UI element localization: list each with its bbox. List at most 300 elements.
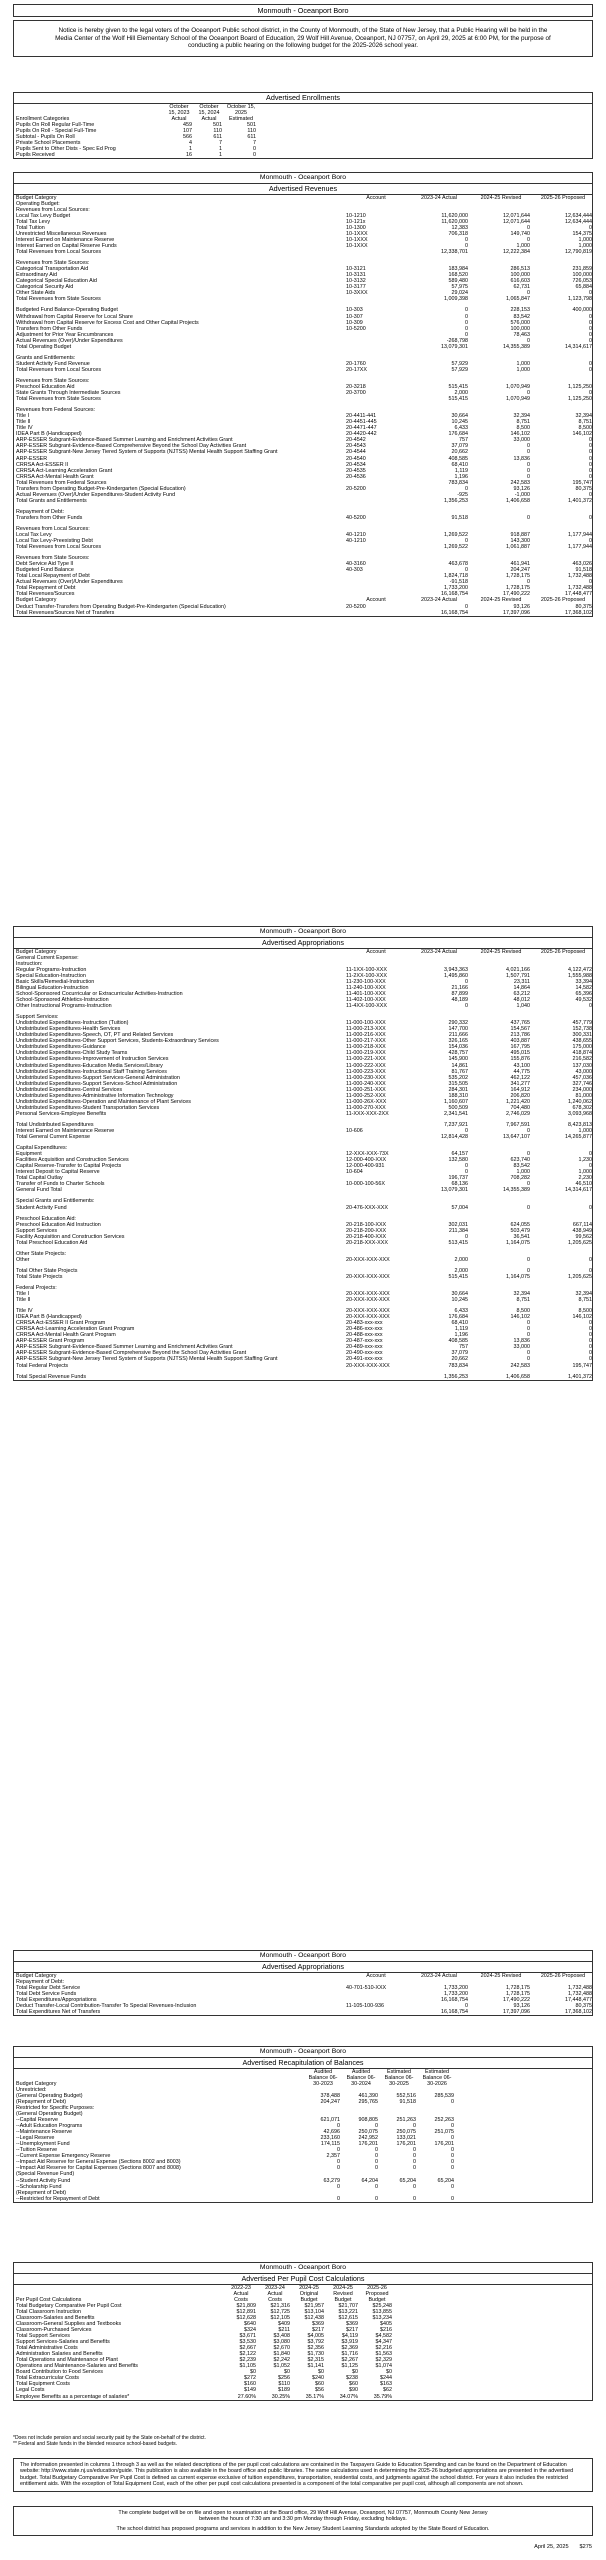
row-label: Restricted for Specific Purposes: xyxy=(16,2104,95,2111)
account-cell: 12-000-400-XXX xyxy=(346,1157,387,1164)
value-cell: 0 xyxy=(337,2183,340,2190)
value-cell: 37,079 xyxy=(451,443,468,450)
value-cell: -1,000 xyxy=(514,491,530,498)
value-cell: 566 xyxy=(183,134,192,141)
value-cell: 211,384 xyxy=(448,1227,468,1234)
debt-appropriations-section xyxy=(13,1950,593,2016)
column-header: 2023-24 Actual Costs xyxy=(265,2284,285,2303)
value-cell: 1,733,200 xyxy=(444,1984,468,1991)
value-cell: 0 xyxy=(589,1332,592,1339)
publication-date: April 25, 2025 xyxy=(534,2544,569,2550)
value-cell: 14,864 xyxy=(513,984,530,991)
value-cell: 251,075 xyxy=(434,2129,454,2136)
value-cell: 12,383 xyxy=(451,224,468,231)
row-label: Total Undistributed Expenditures xyxy=(16,1121,94,1128)
row-label: Total Federal Projects xyxy=(16,1362,69,1369)
row-label: Bilingual Education-Instruction xyxy=(16,984,89,991)
value-cell: 0 xyxy=(589,1003,592,1010)
row-label: Undistributed Expenditures-Guidance xyxy=(16,1044,106,1051)
value-cell: $4,005 xyxy=(307,2333,324,2340)
value-cell: 0 xyxy=(465,1169,468,1176)
value-cell: $56 xyxy=(315,2387,324,2394)
value-cell: 27.60% xyxy=(237,2393,256,2400)
value-cell: 0 xyxy=(589,1267,592,1274)
value-cell: 17,490,222 xyxy=(503,1996,530,2003)
account-cell: 10-604 xyxy=(346,1169,363,1176)
value-cell: 400,000 xyxy=(572,307,592,314)
value-cell: $90 xyxy=(349,2387,358,2394)
row-label: Transfers from Other Funds xyxy=(16,325,83,332)
row-label: Total Support Services xyxy=(16,2333,70,2340)
row-label: ARP-ESSER Subgrant-Evidence-Based Comprehensive Beyond the School Day Activities Grant xyxy=(16,443,247,450)
account-cell xyxy=(344,2009,408,2015)
value-cell: $2,670 xyxy=(273,2345,290,2352)
value-cell: 0 xyxy=(527,224,530,231)
value-cell: $1,074 xyxy=(375,2363,392,2370)
value-cell: 463,026 xyxy=(572,561,592,568)
value-cell: 1,061,887 xyxy=(506,544,530,551)
info-paragraph: The information presented in columns 1 through 3 as well as the related descriptions of the per pupil cost calculations are contained in the Taxpayers Guide to Education Spending and can be found on the Department of Education website: http://www.state.nj.us/education/guide. This publication is also available in the board office and public libraries. The same calculations used in determining the 2025-26 budgeted appropriations are presented in the advertised budget. Total Budgetary Comparative Per Pupil Cost is defined as current expense exclusive of tuition expenditures, transportation, residential costs, and judgments against the school district. For years it also includes the restricted entitlement aids. With the exception of Total Equipment Cost, each of the other per pupil cost calculations presented is a component of the total comparative per pupil cost, although all components are not shown. xyxy=(20,2462,574,2488)
account-cell: 11-401-100-XXX xyxy=(346,991,386,997)
account-cell: 20-4420-442 xyxy=(346,431,377,438)
row-label: Title IV xyxy=(16,1308,33,1315)
value-cell: 1,733,200 xyxy=(444,1990,468,1997)
account-cell: 20-486-xxx-xxx xyxy=(346,1326,383,1333)
revenues-heading: Advertised Revenues xyxy=(14,184,592,195)
row-label: (Repayment of Debt) xyxy=(16,2189,67,2196)
row-label: Total Tuition xyxy=(16,224,45,231)
value-cell: 1,732,488 xyxy=(568,1984,592,1991)
value-cell: 0 xyxy=(527,1267,530,1274)
value-cell: 204,247 xyxy=(320,2098,340,2105)
value-cell: 12,222,384 xyxy=(503,249,530,256)
value-cell: 14,861 xyxy=(451,1062,468,1069)
row-label: Other xyxy=(16,1256,30,1263)
value-cell: $13,221 xyxy=(338,2308,358,2315)
row-label: CRRSA Act-Mental Health Grant xyxy=(16,473,94,480)
recapitulation-row xyxy=(14,2196,592,2202)
account-cell: 11-000-222-XXX xyxy=(346,1062,386,1069)
account-cell: 11-000-240-XXX xyxy=(346,1080,386,1087)
value-cell: $369 xyxy=(346,2320,358,2327)
value-cell: 17,368,102 xyxy=(565,2008,592,2015)
value-cell: 286,513 xyxy=(510,266,530,273)
value-cell: $2,356 xyxy=(307,2345,324,2352)
value-cell: 1,205,625 xyxy=(568,1239,592,1246)
value-cell: $405 xyxy=(380,2320,392,2327)
value-cell: 1,000 xyxy=(578,237,592,243)
value-cell: 35.79% xyxy=(373,2393,392,2400)
column-header: Account xyxy=(366,1972,386,1979)
column-header: October 15, 2023 Actual xyxy=(168,104,190,123)
row-label: CRRSA Act-ESSER II Grant Program xyxy=(16,1320,106,1327)
value-cell: 706,318 xyxy=(448,230,468,237)
value-cell: $163 xyxy=(380,2381,392,2388)
value-cell: 81,767 xyxy=(451,1068,468,1075)
account-cell: 11-1XX-100-XXX xyxy=(346,966,387,973)
value-cell: $1,716 xyxy=(341,2351,358,2358)
value-cell: 0 xyxy=(451,2195,454,2202)
value-cell: 8,751 xyxy=(578,1297,592,1304)
account-cell: 10-1210 xyxy=(346,212,366,219)
value-cell: 149,740 xyxy=(510,230,530,237)
value-cell: $2,239 xyxy=(239,2357,256,2364)
value-cell: 12,071,644 xyxy=(503,212,530,219)
value-cell: 461,390 xyxy=(358,2092,378,2099)
value-cell: $3,530 xyxy=(239,2339,256,2346)
value-cell: 91,518 xyxy=(575,567,592,574)
value-cell: $2,315 xyxy=(307,2357,324,2364)
value-cell: 16,168,754 xyxy=(441,1996,468,2003)
row-label: Total Operating Budget xyxy=(16,343,72,350)
value-cell: 168,520 xyxy=(448,272,468,279)
value-cell: 145,900 xyxy=(448,1056,468,1063)
value-cell: 204,247 xyxy=(510,567,530,574)
value-cell: 20,662 xyxy=(451,449,468,456)
row-label: Total Local Repayment of Debt xyxy=(16,573,90,580)
value-cell: 49,532 xyxy=(575,997,592,1004)
value-cell: 0 xyxy=(589,461,592,468)
value-cell: 107 xyxy=(183,128,192,135)
value-cell: 0 xyxy=(527,1204,530,1211)
value-cell: 12,338,701 xyxy=(441,249,468,256)
account-cell: 40-701-510-XXX xyxy=(346,1984,387,1991)
value-cell: 0 xyxy=(451,2147,454,2154)
value-cell: $409 xyxy=(278,2320,290,2327)
value-cell: 0 xyxy=(527,443,530,450)
row-label: Undistributed Expenditures-Child Study Teams xyxy=(16,1050,128,1057)
value-cell: 0 xyxy=(589,491,592,498)
column-header: 2025-26 Proposed xyxy=(540,1972,586,1979)
value-cell: 576,000 xyxy=(510,319,530,326)
row-label: Preschool Education Aid Instruction xyxy=(16,1221,101,1228)
value-cell: 33,000 xyxy=(513,1344,530,1351)
row-label: Support Services xyxy=(16,1227,58,1234)
row-label: Total Revenues from State Sources xyxy=(16,396,101,403)
value-cell: 1,732,488 xyxy=(568,573,592,580)
enrollments-table xyxy=(14,104,592,158)
value-cell: 1,733,200 xyxy=(444,585,468,592)
account-cell: 10-3132 xyxy=(346,278,366,285)
row-label: Undistributed Expenditures-Student Transportation Services xyxy=(16,1104,160,1111)
value-cell: $240 xyxy=(312,2375,324,2382)
value-cell: -268,798 xyxy=(446,337,468,344)
value-cell: 1,123,798 xyxy=(568,296,592,303)
value-cell: 0 xyxy=(465,485,468,492)
value-cell: 13,836 xyxy=(513,1338,530,1345)
value-cell: 0 xyxy=(527,337,530,344)
column-header: 2024-25 Revised xyxy=(480,1972,522,1979)
value-cell: 495,015 xyxy=(510,1050,530,1057)
row-label: Capital Expenditures: xyxy=(16,1145,68,1152)
value-cell: $217 xyxy=(346,2327,358,2333)
value-cell: 418,874 xyxy=(572,1050,592,1057)
value-cell: $21,809 xyxy=(236,2302,256,2309)
row-label: Total General Current Expense xyxy=(16,1134,91,1141)
value-cell: 81,000 xyxy=(575,1092,592,1099)
row-label: General Current Expense: xyxy=(16,954,79,961)
column-header: 2022-23 Actual Costs xyxy=(231,2284,251,2303)
value-cell: 757 xyxy=(459,1344,468,1351)
value-cell: 1,125,250 xyxy=(568,383,592,390)
value-cell: 0 xyxy=(375,2123,378,2130)
value-cell: 252,263 xyxy=(434,2117,454,2124)
column-header: October 15, 2024 Actual xyxy=(198,104,220,123)
value-cell: $4,347 xyxy=(375,2339,392,2346)
value-cell: 0 xyxy=(413,2147,416,2154)
account-cell: 11-000-213-XXX xyxy=(346,1026,386,1033)
account-cell: 20-4471-447 xyxy=(346,425,377,432)
row-label: Regular Programs-Instruction xyxy=(16,966,87,973)
value-cell: 143,300 xyxy=(510,538,530,545)
row-label: Actual Revenues (Over)/Under Expenditures xyxy=(16,579,123,586)
row-label: Other State Projects: xyxy=(16,1250,67,1257)
value-cell: 908,805 xyxy=(358,2117,378,2124)
value-cell: $12,438 xyxy=(304,2314,324,2321)
account-cell: 20-XXX-XXX-XXX xyxy=(346,1273,390,1280)
value-cell: 0 xyxy=(465,1003,468,1010)
value-cell: 0 xyxy=(527,514,530,521)
value-cell: 14,314,617 xyxy=(565,1187,592,1194)
row-label: Private School Placements xyxy=(16,140,81,147)
value-cell: 0 xyxy=(589,514,592,521)
value-cell: 461,941 xyxy=(510,561,530,568)
value-cell: 30,664 xyxy=(451,1291,468,1298)
value-cell: 14,265,877 xyxy=(565,1134,592,1141)
row-label: Equipment xyxy=(16,1151,42,1158)
row-label: Undistributed Expenditures-Central Services xyxy=(16,1086,123,1093)
value-cell: 0 xyxy=(589,437,592,444)
value-cell: 195,747 xyxy=(572,1362,592,1369)
appropriations-section xyxy=(13,926,593,1381)
row-label: Interest Earned on Maintenance Reserve xyxy=(16,237,115,243)
value-cell: 1,196 xyxy=(454,1332,468,1339)
row-label: Total Preschool Education Aid xyxy=(16,1239,88,1246)
value-cell: 17,397,096 xyxy=(503,609,530,616)
value-cell: 68,136 xyxy=(451,1181,468,1188)
value-cell: 457,036 xyxy=(572,1074,592,1081)
value-cell: $12,891 xyxy=(236,2308,256,2315)
value-cell: $13,855 xyxy=(372,2308,392,2315)
value-cell: 147,700 xyxy=(448,1026,468,1033)
value-cell: 0 xyxy=(413,2153,416,2160)
row-label: Interest Deposit to Capital Reserve xyxy=(16,1169,100,1176)
value-cell: 234,000 xyxy=(572,1086,592,1093)
value-cell: 14,355,389 xyxy=(503,343,530,350)
value-cell: $3,080 xyxy=(273,2339,290,2346)
value-cell: 175,000 xyxy=(572,1044,592,1051)
row-label: --Scholarship Fund xyxy=(16,2183,62,2190)
value-cell: 32,394 xyxy=(513,1291,530,1298)
value-cell: 91,518 xyxy=(451,514,468,521)
value-cell: 0 xyxy=(337,2195,340,2202)
value-cell: 20,662 xyxy=(451,1356,468,1363)
value-cell: -925 xyxy=(457,491,468,498)
value-cell: 0 xyxy=(375,2183,378,2190)
value-cell: 33,394 xyxy=(575,978,592,985)
row-label: (Special Revenue Fund) xyxy=(16,2171,75,2178)
row-label: Undistributed Expenditures-Speech, OT, PT and Related Services xyxy=(16,1032,174,1039)
value-cell: 14,582 xyxy=(575,984,592,991)
value-cell: 93,126 xyxy=(513,485,530,492)
row-label: Total Revenues/Sources xyxy=(16,591,75,598)
value-cell: 44,775 xyxy=(513,1068,530,1075)
row-label: (Repayment of Debt) xyxy=(16,2098,67,2105)
value-cell: 93,126 xyxy=(513,603,530,610)
value-cell: 65,204 xyxy=(437,2177,454,2184)
value-cell: 211,666 xyxy=(448,1032,468,1039)
row-label: (General Operating Budget) xyxy=(16,2111,83,2117)
row-label: Withdrawal from Capital Reserve for Excess Cost and Other Capital Projects xyxy=(16,319,199,326)
value-cell: 83,542 xyxy=(513,1163,530,1170)
value-cell: 146,102 xyxy=(572,431,592,438)
value-cell: 295,765 xyxy=(358,2098,378,2105)
row-label: Extraordinary Aid xyxy=(16,272,58,279)
value-cell: 0 xyxy=(589,1338,592,1345)
value-cell: $216 xyxy=(380,2327,392,2333)
row-label: Debt Service Aid Type II xyxy=(16,561,74,568)
value-cell: 37,079 xyxy=(451,1350,468,1357)
value-cell: 195,747 xyxy=(572,479,592,486)
value-cell: 459 xyxy=(183,122,192,129)
value-cell: 1,732,488 xyxy=(568,585,592,592)
column-header: Budget Category xyxy=(16,948,57,955)
value-cell: 0 xyxy=(451,2183,454,2190)
row-label: Facilities Acquisition and Construction Services xyxy=(16,1157,129,1164)
value-cell: 515,415 xyxy=(448,1273,468,1280)
row-label: Preschool Education Aid: xyxy=(16,1215,76,1222)
value-cell: $217 xyxy=(312,2327,324,2333)
account-cell: 20-218-100-XXX xyxy=(346,1221,387,1228)
value-cell: $160 xyxy=(244,2381,256,2388)
row-label: Transfer of Funds to Charter Schools xyxy=(16,1181,105,1188)
value-cell: 250,075 xyxy=(396,2129,416,2136)
row-label: ARP-ESSER Subgrant-Evidence-Based Summer Learning and Enrichment Activities Grant xyxy=(16,1344,233,1351)
value-cell: 6,433 xyxy=(454,425,468,432)
recapitulation-table xyxy=(14,2069,592,2202)
appropriations-district-title: Monmouth - Oceanport Boro xyxy=(14,927,592,938)
column-header: 2025-26 Proposed xyxy=(540,597,586,604)
value-cell: 11,620,000 xyxy=(441,212,468,219)
value-cell: 0 xyxy=(589,1256,592,1263)
value-cell: 1,555,988 xyxy=(568,972,592,979)
column-header: Budget Category xyxy=(16,194,57,201)
value-cell: 251,263 xyxy=(396,2117,416,2124)
value-cell: 1,177,944 xyxy=(568,544,592,551)
publication-footer xyxy=(534,2544,592,2550)
value-cell: 154,036 xyxy=(448,1044,468,1051)
value-cell: 1,507,791 xyxy=(506,972,530,979)
value-cell: $2,122 xyxy=(239,2351,256,2358)
value-cell: 408,585 xyxy=(448,455,468,462)
value-cell: 0 xyxy=(413,2159,416,2166)
account-cell: 20-476-XXX-XXX xyxy=(346,1204,388,1211)
account-cell: 20-4543 xyxy=(346,443,366,450)
column-header: Budget Category xyxy=(16,1972,57,1979)
value-cell: $0 xyxy=(318,2369,324,2376)
enrollment-row xyxy=(14,152,592,158)
value-cell: $13,234 xyxy=(372,2314,392,2321)
row-label: Total State Projects xyxy=(16,1273,63,1280)
value-cell: 8,500 xyxy=(578,425,592,432)
value-cell: 1,269,522 xyxy=(444,544,468,551)
value-cell: 0 xyxy=(589,1356,592,1363)
account-cell: 20-487-xxx-xxx xyxy=(346,1338,383,1345)
value-cell: 0 xyxy=(527,1326,530,1333)
value-cell: 1,065,847 xyxy=(506,296,530,303)
value-cell: 1,000 xyxy=(516,243,530,250)
value-cell: 1,732,488 xyxy=(568,1990,592,1997)
value-cell: $2,369 xyxy=(341,2345,358,2352)
value-cell: 2,341,541 xyxy=(444,1110,468,1117)
row-label: Revenues from State Sources: xyxy=(16,260,90,267)
value-cell: 80,375 xyxy=(575,2002,592,2009)
account-cell: 40-1210 xyxy=(346,538,366,545)
account-cell: 20-XXX-XXX-XXX xyxy=(346,1291,390,1298)
account-cell: 20-3700 xyxy=(346,390,366,397)
value-cell: 1,070,949 xyxy=(506,383,530,390)
row-label: Total Revenues from Federal Sources xyxy=(16,479,107,486)
value-cell: 206,820 xyxy=(510,1092,530,1099)
footnote-federal: ** Federal and State funds in the blended resource school-based budgets. xyxy=(13,2440,177,2447)
value-cell: 0 xyxy=(451,2159,454,2166)
value-cell: 341,277 xyxy=(510,1080,530,1087)
value-cell: 624,055 xyxy=(510,1221,530,1228)
value-cell: 1,728,175 xyxy=(506,585,530,592)
value-cell: 0 xyxy=(451,2135,454,2142)
column-header: 2025-26 Proposed xyxy=(540,194,586,201)
account-cell: 20-XXX-XXX-XXX xyxy=(346,1314,390,1321)
account-cell: 12-000-400-931 xyxy=(346,1163,385,1170)
value-cell: $12,725 xyxy=(270,2308,290,2315)
column-header: Enrollment Categories xyxy=(16,116,70,123)
value-cell: 7 xyxy=(219,140,222,147)
value-cell: 2,357 xyxy=(326,2153,340,2160)
value-cell: 408,585 xyxy=(448,1338,468,1345)
value-cell: 0 xyxy=(375,2153,378,2160)
value-cell: 2,746,029 xyxy=(506,1110,530,1117)
row-label: Total Budgetary Comparative Per Pupil Cost xyxy=(16,2302,122,2309)
account-cell: 11-000-218-XXX xyxy=(346,1044,386,1051)
value-cell: 174,115 xyxy=(320,2141,340,2148)
column-header: 2023-24 Actual xyxy=(421,948,457,955)
account-cell: 40-1210 xyxy=(346,532,366,539)
value-cell: 0 xyxy=(589,360,592,367)
value-cell: 48,189 xyxy=(451,997,468,1004)
value-cell: 0 xyxy=(527,1332,530,1339)
row-label: ARP-ESSER Subgrant-New Jersey Tiered System of Supports (NJTSS) Mental Health Support Staffing Grant xyxy=(16,449,278,456)
value-cell: $0 xyxy=(386,2369,392,2376)
row-label: Revenues from State Sources: xyxy=(16,377,90,384)
account-cell: 20-218-200-XXX xyxy=(346,1227,387,1234)
row-label: Total Revenues from Local Sources xyxy=(16,366,102,373)
value-cell: 0 xyxy=(527,237,530,243)
value-cell: 1,164,075 xyxy=(506,1239,530,1246)
value-cell: 1,000 xyxy=(516,360,530,367)
value-cell: 918,887 xyxy=(510,532,530,539)
value-cell: 176,201 xyxy=(396,2141,416,2148)
row-label: Undistributed Expenditures-Education Media Services/Library xyxy=(16,1062,163,1069)
table-header-row xyxy=(14,104,592,122)
value-cell: 0 xyxy=(465,237,468,243)
value-cell: 0 xyxy=(589,313,592,320)
value-cell: 242,583 xyxy=(510,479,530,486)
row-label: Pupils On Roll Regular Full-Time xyxy=(16,122,95,129)
value-cell: 110 xyxy=(247,128,256,135)
value-cell: 1,000 xyxy=(578,1127,592,1134)
row-label: --Restricted for Repayment of Debt xyxy=(16,2195,100,2202)
value-cell: 0 xyxy=(413,2195,416,2202)
